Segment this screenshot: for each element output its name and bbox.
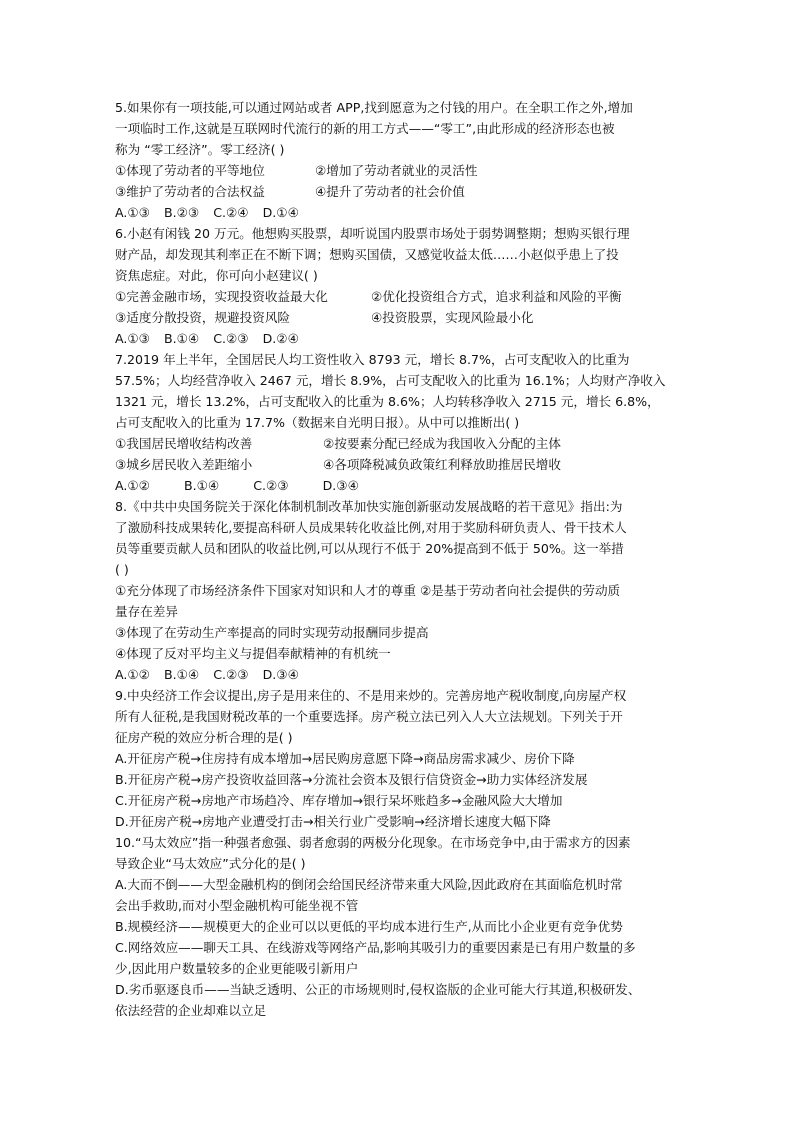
q7-stem-line-3: 1321 元，增长 13.2%，占可支配收入的比重为 8.6%；人均转移净收入 2715 元，增长 6.8%， <box>115 394 660 409</box>
q8-answer-choices <box>115 664 690 685</box>
question-6 <box>115 223 690 349</box>
q9-stem-line-1: 9.中央经济工作会议提出,房子是用来住的、不是用来炒的。完善房地产税收制度,向房屋产权 <box>115 688 627 703</box>
q9-stem-line-2: 所有人征税,是我国财税改革的一个重要选择。房产税立法已列入人大立法规划。下列关于开 <box>115 709 623 724</box>
q8-answer-b: B.①④ <box>163 667 200 682</box>
q7-option-2: ②按要素分配已经成为我国收入分配的主体 <box>323 436 561 451</box>
q5-answer-choices <box>115 202 690 223</box>
q10-option-line-5: 少,因此用户数量较多的企业更能吸引新用户 <box>115 961 359 976</box>
q6-stem-line-1: 6.小赵有闲钱 20 万元。他想购买股票，却听说国内股票市场处于弱势调整期；想购买银行理 <box>115 226 630 241</box>
q5-answer-a: A.①③ <box>115 205 150 220</box>
q5-option-4: ④提升了劳动者的社会价值 <box>315 184 465 199</box>
q5-answer-d: D.①④ <box>262 205 299 220</box>
q5-options-row-1 <box>115 160 690 181</box>
q5-stem-line-2: 一项临时工作,这就是互联网时代流行的新的用工方式——“零工”,由此形成的经济形态也被 <box>115 121 615 136</box>
q8-stem-line-3: 员等重要贡献人员和团队的收益比例,可以从现行不低于 20%提高到不低于 50%。这一举措 <box>115 541 624 556</box>
q6-options-row-1 <box>115 286 690 307</box>
q5-stem-line-3: 称为 “零工经济”。零工经济( ) <box>115 142 285 157</box>
question-10 <box>115 832 690 1021</box>
q9-option-d: D.开征房产税→房地产业遭受打击→相关行业广受影响→经济增长速度大幅下降 <box>115 814 551 829</box>
q6-answer-d: D.②④ <box>262 331 299 346</box>
q10-option-line-3: B.规模经济——规模更大的企业可以以更低的平均成本进行生产,从而比小企业更有竞争优势 <box>115 919 623 934</box>
question-5 <box>115 97 690 223</box>
q5-option-2: ②增加了劳动者就业的灵活性 <box>315 163 478 178</box>
q5-options-row-2 <box>115 181 690 202</box>
q7-option-4: ④各项降税减负政策红利释放助推居民增收 <box>323 457 561 472</box>
q7-options-row-2 <box>115 454 690 475</box>
q5-option-3: ③维护了劳动者的合法权益 <box>115 184 265 199</box>
q8-option-line-2: 量存在差异 <box>115 604 178 619</box>
q6-answer-b: B.①④ <box>163 331 200 346</box>
q9-stem-line-3: 征房产税的效应分析合理的是( ) <box>115 730 293 745</box>
q7-stem-line-4: 占可支配收入的比重为 17.7%（数据来自光明日报）。从中可以推断出( ) <box>115 415 520 430</box>
q7-answer-choices <box>115 475 690 496</box>
q6-option-1: ①完善金融市场，实现投资收益最大化 <box>115 289 328 304</box>
q10-stem-line-2: 导致企业“马太效应”式分化的是( ) <box>115 856 306 871</box>
q6-option-4: ④投资股票，实现风险最小化 <box>371 310 534 325</box>
q10-option-line-1: A.大而不倒——大型金融机构的倒闭会给国民经济带来重大风险,因此政府在其面临危机时常 <box>115 877 623 892</box>
q6-answer-c: C.②③ <box>213 331 249 346</box>
q6-option-2: ②优化投资组合方式，追求利益和风险的平衡 <box>371 289 622 304</box>
q9-option-a: A.开征房产税→住房持有成本增加→居民购房意愿下降→商品房需求减少、房价下降 <box>115 751 575 766</box>
q9-option-c: C.开征房产税→房地产市场趋冷、库存增加→银行呆坏账趋多→金融风险大大增加 <box>115 793 563 808</box>
q7-option-3: ③城乡居民收入差距缩小 <box>115 457 253 472</box>
q5-answer-b: B.②③ <box>163 205 200 220</box>
question-8 <box>115 496 690 685</box>
question-7 <box>115 349 690 496</box>
q6-option-3: ③适度分散投资，规避投资风险 <box>115 310 291 325</box>
q5-stem-line-1: 5.如果你有一项技能,可以通过网站或者 APP,找到愿意为之付钱的用户。在全职工作之外,增加 <box>115 100 633 115</box>
q5-answer-c: C.②④ <box>213 205 249 220</box>
q7-option-1: ①我国居民增收结构改善 <box>115 436 253 451</box>
q8-answer-a: A.①② <box>115 667 150 682</box>
q10-stem-line-1: 10.“马太效应”指一种强者愈强、弱者愈弱的两极分化现象。在市场竞争中,由于需求方的因素 <box>115 835 631 850</box>
q6-options-row-2 <box>115 307 690 328</box>
exam-page <box>115 97 690 1021</box>
q9-option-b: B.开征房产税→房产投资收益回落→分流社会资本及银行信贷资金→助力实体经济发展 <box>115 772 588 787</box>
q8-answer-d: D.③④ <box>262 667 299 682</box>
q10-option-line-7: 依法经营的企业却难以立足 <box>115 1003 267 1018</box>
q7-answer-a: A.①② <box>115 478 150 493</box>
q6-answer-a: A.①③ <box>115 331 150 346</box>
q8-answer-c: C.②③ <box>213 667 249 682</box>
q6-stem-line-2: 财产品，却发现其利率正在不断下调；想购买国债，又感觉收益太低……小赵似乎患上了投 <box>115 247 619 262</box>
q6-answer-choices <box>115 328 690 349</box>
q10-option-line-6: D.劣币驱逐良币——当缺乏透明、公正的市场规则时,侵权盗版的企业可能大行其道,积极研发、 <box>115 982 641 997</box>
q7-stem-line-2: 57.5%；人均经营净收入 2467 元，增长 8.9%，占可支配收入的比重为 16.1%；人均财产净收入 <box>115 373 666 388</box>
q8-stem-line-4: ( ) <box>115 562 129 577</box>
question-9 <box>115 685 690 832</box>
q6-stem-line-3: 资焦虑症。对此，你可向小赵建议( ) <box>115 268 318 283</box>
q7-answer-b: B.①④ <box>183 478 220 493</box>
q8-stem-line-1: 8.《中共中央国务院关于深化体制机制改革加快实施创新驱动发展战略的若干意见》指出:为 <box>115 499 623 514</box>
q10-option-line-4: C.网络效应——聊天工具、在线游戏等网络产品,影响其吸引力的重要因素是已有用户数量的多 <box>115 940 636 955</box>
q7-answer-d: D.③④ <box>322 478 359 493</box>
q8-stem-line-2: 了激励科技成果转化,要提高科研人员成果转化收益比例,对用于奖励科研负责人、骨干技术人 <box>115 520 627 535</box>
q8-option-line-3: ③体现了在劳动生产率提高的同时实现劳动报酬同步提高 <box>115 625 429 640</box>
q7-stem-line-1: 7.2019 年上半年，全国居民人均工资性收入 8793 元，增长 8.7%，占可支配收入的比重为 <box>115 352 630 367</box>
q7-answer-c: C.②③ <box>253 478 289 493</box>
q10-option-line-2: 会出手救助,而对小型金融机构可能坐视不管 <box>115 898 359 913</box>
q7-options-row-1 <box>115 433 690 454</box>
q8-option-line-1: ①充分体现了市场经济条件下国家对知识和人才的尊重 ②是基于劳动者向社会提供的劳动质 <box>115 583 621 598</box>
q8-option-line-4: ④体现了反对平均主义与提倡奉献精神的有机统一 <box>115 646 391 661</box>
q5-option-1: ①体现了劳动者的平等地位 <box>115 163 265 178</box>
